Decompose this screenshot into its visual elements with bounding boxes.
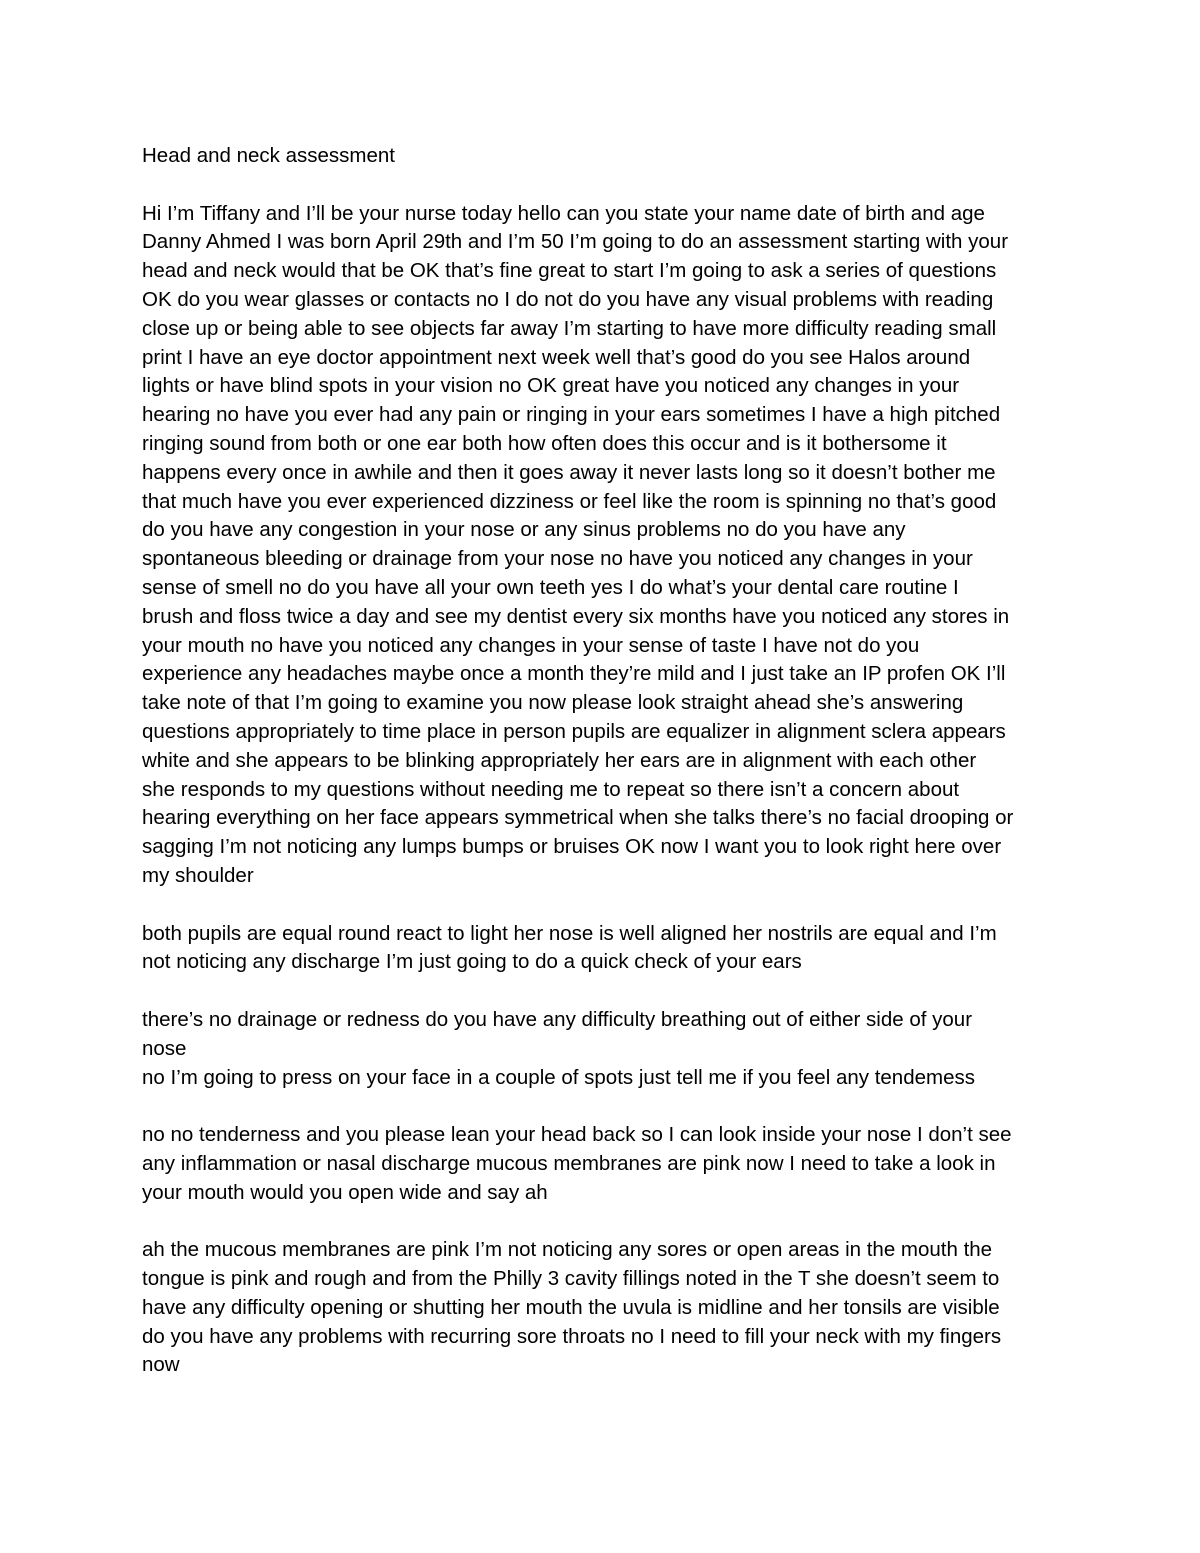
- text-line: print I have an eye doctor appointment next week well that’s good do you see Halos around: [142, 345, 971, 369]
- text-line: questions appropriately to time place in person pupils are equalizer in alignment sclera appears: [142, 719, 1006, 743]
- text-line: do you have any problems with recurring sore throats no I need to fill your neck with my fingers: [142, 1324, 1002, 1348]
- paragraph: [142, 1121, 1072, 1207]
- text-line: sagging I’m not noticing any lumps bumps or bruises OK now I want you to look right here over: [142, 835, 1002, 859]
- text-line: no no tenderness and you please lean your head back so I can look inside your nose I don’t see: [142, 1123, 1012, 1147]
- text-line: ah the mucous membranes are pink I’m not noticing any sores or open areas in the mouth the: [142, 1238, 993, 1262]
- text-line: that much have you ever experienced dizziness or feel like the room is spinning no that’s good: [142, 489, 997, 513]
- document-body: [142, 142, 1072, 1409]
- text-line: my shoulder: [142, 863, 254, 887]
- text-line: any inflammation or nasal discharge mucous membranes are pink now I need to take a look in: [142, 1151, 996, 1175]
- paragraph: [142, 920, 1072, 978]
- text-line: spontaneous bleeding or drainage from your nose no have you noticed any changes in your: [142, 547, 973, 571]
- text-line: both pupils are equal round react to light her nose is well aligned her nostrils are equal and I’m: [142, 921, 997, 945]
- text-line: close up or being able to see objects far away I’m starting to have more difficulty reading small: [142, 316, 997, 340]
- text-line: not noticing any discharge I’m just going to do a quick check of your ears: [142, 950, 802, 974]
- paragraph: [142, 1236, 1072, 1380]
- document-title: Head and neck assessment: [142, 144, 395, 167]
- text-line: lights or have blind spots in your vision no OK great have you noticed any changes in your: [142, 374, 960, 398]
- text-line: hearing no have you ever had any pain or ringing in your ears sometimes I have a high pitched: [142, 403, 1001, 427]
- text-line: have any difficulty opening or shutting her mouth the uvula is midline and her tonsils are visible: [142, 1295, 1000, 1319]
- text-line: head and neck would that be OK that’s fine great to start I’m going to ask a series of questions: [142, 259, 997, 283]
- paragraph: [142, 200, 1072, 891]
- text-line: do you have any congestion in your nose or any sinus problems no do you have any: [142, 518, 906, 542]
- text-line: your mouth would you open wide and say ah: [142, 1180, 548, 1204]
- text-line: ringing sound from both or one ear both how often does this occur and is it bothersome it: [142, 431, 947, 455]
- text-line: happens every once in awhile and then it goes away it never lasts long so it doesn’t bother me: [142, 460, 996, 484]
- text-line: Hi I’m Tiffany and I’ll be your nurse today hello can you state your name date of birth and age: [142, 201, 985, 225]
- text-line: she responds to my questions without needing me to repeat so there isn’t a concern about: [142, 777, 960, 801]
- text-line: hearing everything on her face appears symmetrical when she talks there’s no facial drooping or: [142, 806, 1014, 830]
- text-line: OK do you wear glasses or contacts no I do not do you have any visual problems with reading: [142, 287, 994, 311]
- text-line: Danny Ahmed I was born April 29th and I’m 50 I’m going to do an assessment starting with your: [142, 230, 1009, 254]
- text-line: white and she appears to be blinking appropriately her ears are in alignment with each other: [142, 748, 977, 772]
- paragraph: [142, 1006, 1072, 1064]
- text-line: no I’m going to press on your face in a couple of spots just tell me if you feel any tendemess: [142, 1065, 975, 1089]
- text-line: nose: [142, 1036, 187, 1060]
- paragraph-list: [142, 200, 1072, 1381]
- text-line: there’s no drainage or redness do you have any difficulty breathing out of either side of your: [142, 1007, 973, 1031]
- text-line: now: [142, 1353, 180, 1377]
- text-line: brush and floss twice a day and see my dentist every six months have you noticed any stores in: [142, 604, 1010, 628]
- paragraph: [142, 1064, 1072, 1093]
- text-line: take note of that I’m going to examine you now please look straight ahead she’s answering: [142, 691, 964, 715]
- text-line: sense of smell no do you have all your own teeth yes I do what’s your dental care routine I: [142, 575, 959, 599]
- text-line: tongue is pink and rough and from the Philly 3 cavity fillings noted in the T she doesn’t seem to: [142, 1267, 1000, 1291]
- text-line: your mouth no have you noticed any changes in your sense of taste I have not do you: [142, 633, 920, 657]
- text-line: experience any headaches maybe once a month they’re mild and I just take an IP profen OK I’ll: [142, 662, 1006, 686]
